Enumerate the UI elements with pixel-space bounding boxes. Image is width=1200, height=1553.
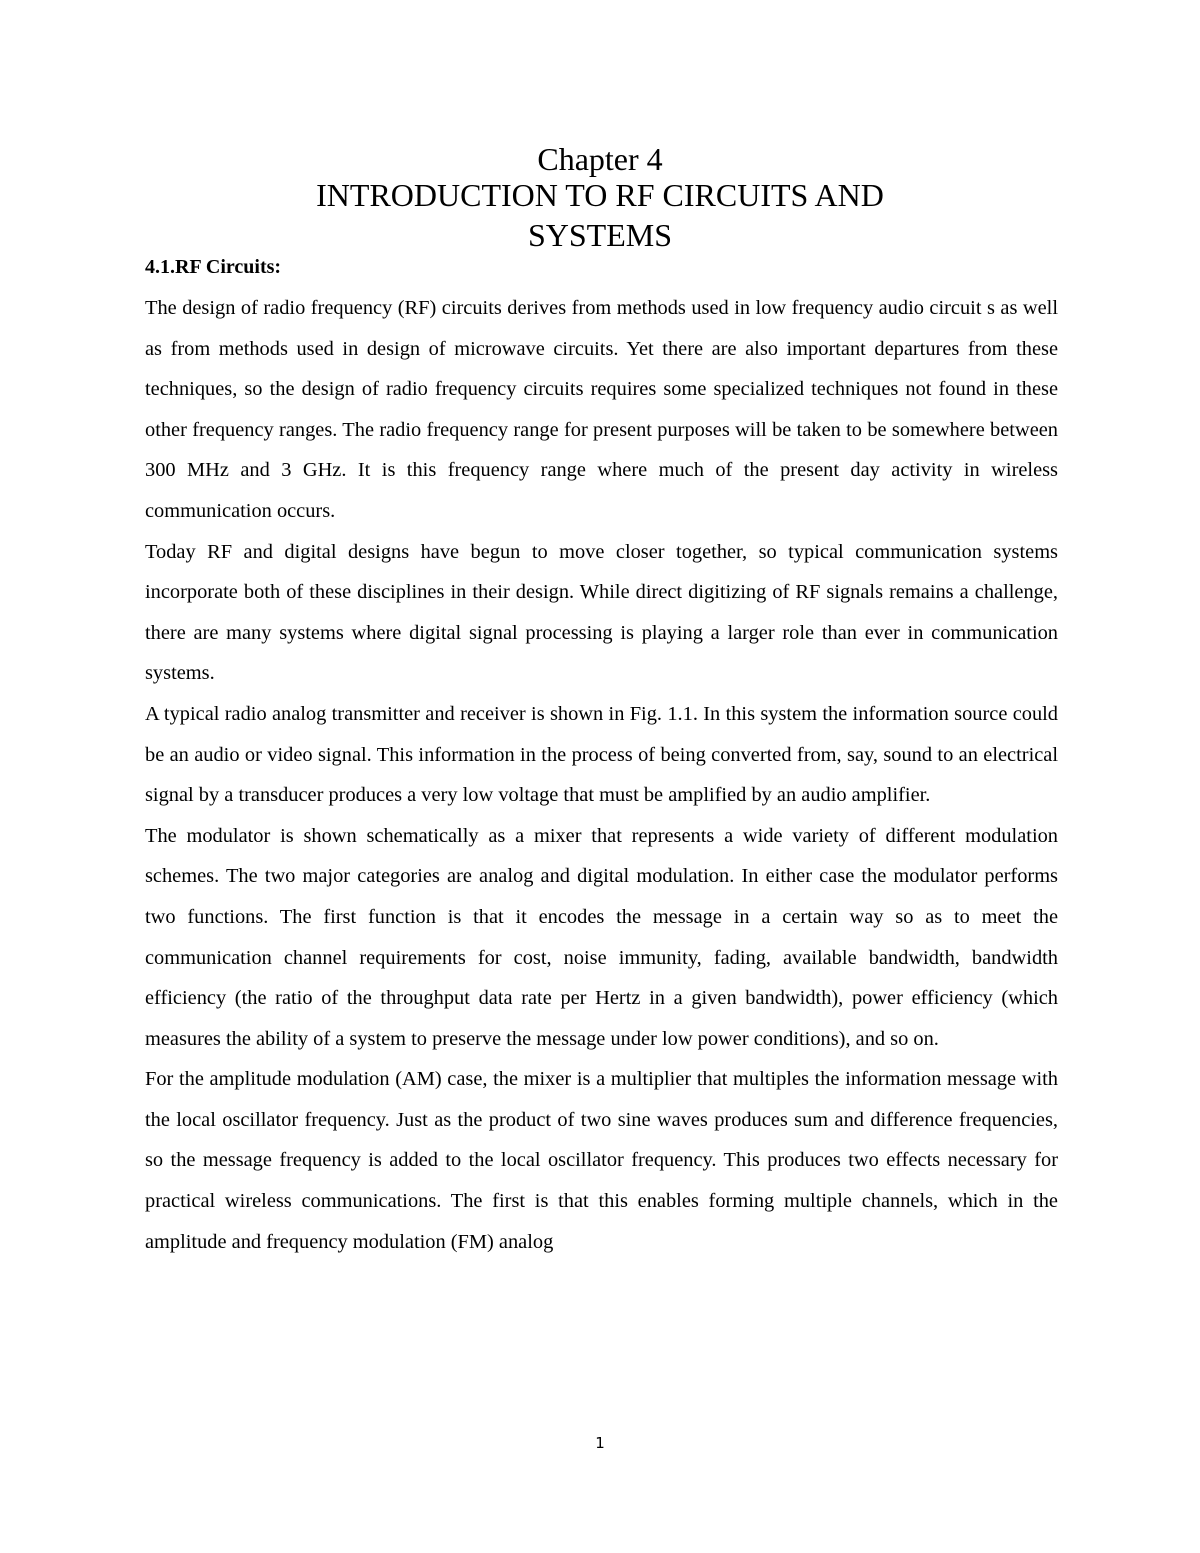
- chapter-title-line-1: INTRODUCTION TO RF CIRCUITS AND: [316, 177, 884, 213]
- paragraph: For the amplitude modulation (AM) case, the mixer is a multiplier that multiples the information message with the local oscillator frequency. Just as the product of two sine waves produces sum and difference frequencies, so the message frequency is added to the local oscillator frequency. This produces two effects necessary for practical wireless communications. The first is that this enables forming multiple channels, which in the amplitude and frequency modulation (FM) analog: [145, 1068, 1058, 1253]
- body-text: [145, 288, 1058, 1262]
- chapter-title: [0, 175, 1200, 255]
- section-heading: 4.1.RF Circuits:: [145, 256, 282, 278]
- paragraph: The modulator is shown schematically as a mixer that represents a wide variety of different modulation schemes. The two major categories are analog and digital modulation. In either case the modulator performs two functions. The first function is that it encodes the message in a certain way so as to meet the communication channel requirements for cost, noise immunity, fading, available bandwidth, bandwidth efficiency (the ratio of the throughput data rate per Hertz in a given bandwidth), power efficiency (which measures the ability of a system to preserve the message under low power conditions), and so on.: [145, 824, 1058, 1050]
- paragraph: Today RF and digital designs have begun to move closer together, so typical communication systems incorporate both of these disciplines in their design. While direct digitizing of RF signals remains a challenge, there are many systems where digital signal processing is playing a larger role than ever in communication systems.: [145, 540, 1058, 685]
- page-number: 1: [595, 1434, 605, 1452]
- chapter-title-line-2: SYSTEMS: [527, 217, 673, 253]
- chapter-label: Chapter 4: [537, 141, 663, 177]
- paragraph: The design of radio frequency (RF) circuits derives from methods used in low frequency audio circuit s as well as from methods used in design of microwave circuits. Yet there are also important departures from these techniques, so the design of radio frequency circuits requires some specialized techniques not found in these other frequency ranges. The radio frequency range for present purposes will be taken to be somewhere between 300 MHz and 3 GHz. It is this frequency range where much of the present day activity in wireless communication occurs.: [145, 297, 1058, 522]
- paragraph: A typical radio analog transmitter and receiver is shown in Fig. 1.1. In this system the information source could be an audio or video signal. This information in the process of being converted from, say, sound to an electrical signal by a transducer produces a very low voltage that must be amplified by an audio amplifier.: [145, 702, 1058, 807]
